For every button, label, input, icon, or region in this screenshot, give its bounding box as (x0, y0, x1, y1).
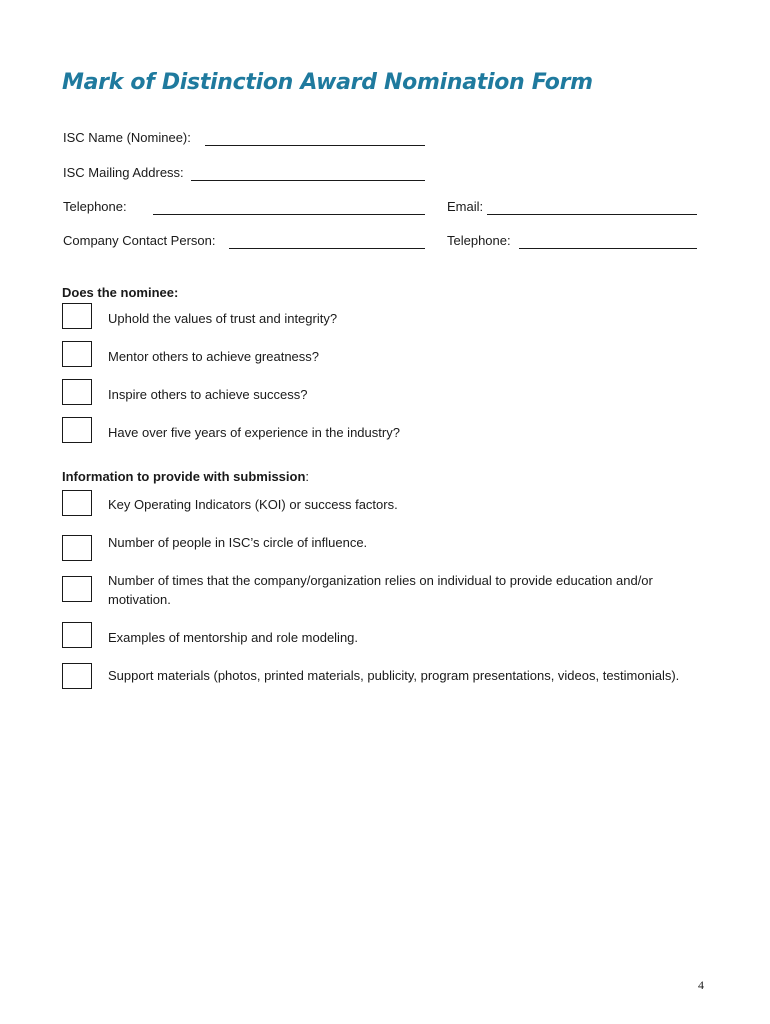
mailing-address-label: ISC Mailing Address: (63, 165, 184, 180)
submission-label: Key Operating Indicators (KOI) or success factors. (108, 497, 398, 512)
contact-person-label: Company Contact Person: (63, 233, 216, 248)
submission-label: Examples of mentorship and role modeling. (108, 630, 359, 645)
telephone-label: Telephone: (63, 199, 127, 214)
checkbox[interactable] (62, 663, 92, 689)
form-title: Mark of Distinction Award Nomination Form (62, 70, 593, 95)
checkbox[interactable] (62, 303, 92, 329)
checkbox[interactable] (62, 417, 92, 443)
page-number: 4 (698, 978, 704, 992)
question-label: Uphold the values of trust and integrity? (108, 311, 338, 326)
contact-telephone-field[interactable] (519, 233, 697, 249)
checkbox[interactable] (62, 379, 92, 405)
nominee-label: ISC Name (Nominee): (63, 130, 191, 145)
email-field[interactable] (487, 199, 697, 215)
email-label: Email: (447, 199, 484, 214)
question-label: Mentor others to achieve greatness? (108, 349, 320, 364)
checkbox[interactable] (62, 341, 92, 367)
question-label: Have over five years of experience in the industry? (108, 425, 400, 440)
nominee-questions-heading: Does the nominee: (62, 285, 179, 300)
submission-heading-text: Information to provide with submission (62, 469, 306, 484)
checkbox[interactable] (62, 535, 92, 561)
checkbox[interactable] (62, 490, 92, 516)
mailing-address-field[interactable] (191, 165, 425, 181)
submission-label: Number of times that the company/organization relies on individual to provide education and/or motivation. (108, 573, 653, 607)
nominee-field[interactable] (205, 130, 425, 146)
submission-label: Support materials (photos, printed materials, publicity, program presentations, videos, testimonials). (108, 668, 680, 683)
submission-heading (62, 469, 309, 484)
telephone-field[interactable] (153, 199, 425, 215)
submission-heading-colon: : (305, 469, 310, 484)
checkbox[interactable] (62, 622, 92, 648)
submission-label: Number of people in ISC’s circle of influence. (108, 535, 368, 550)
checkbox[interactable] (62, 576, 92, 602)
question-label: Inspire others to achieve success? (108, 387, 308, 402)
contact-person-field[interactable] (229, 233, 425, 249)
contact-telephone-label: Telephone: (447, 233, 511, 248)
